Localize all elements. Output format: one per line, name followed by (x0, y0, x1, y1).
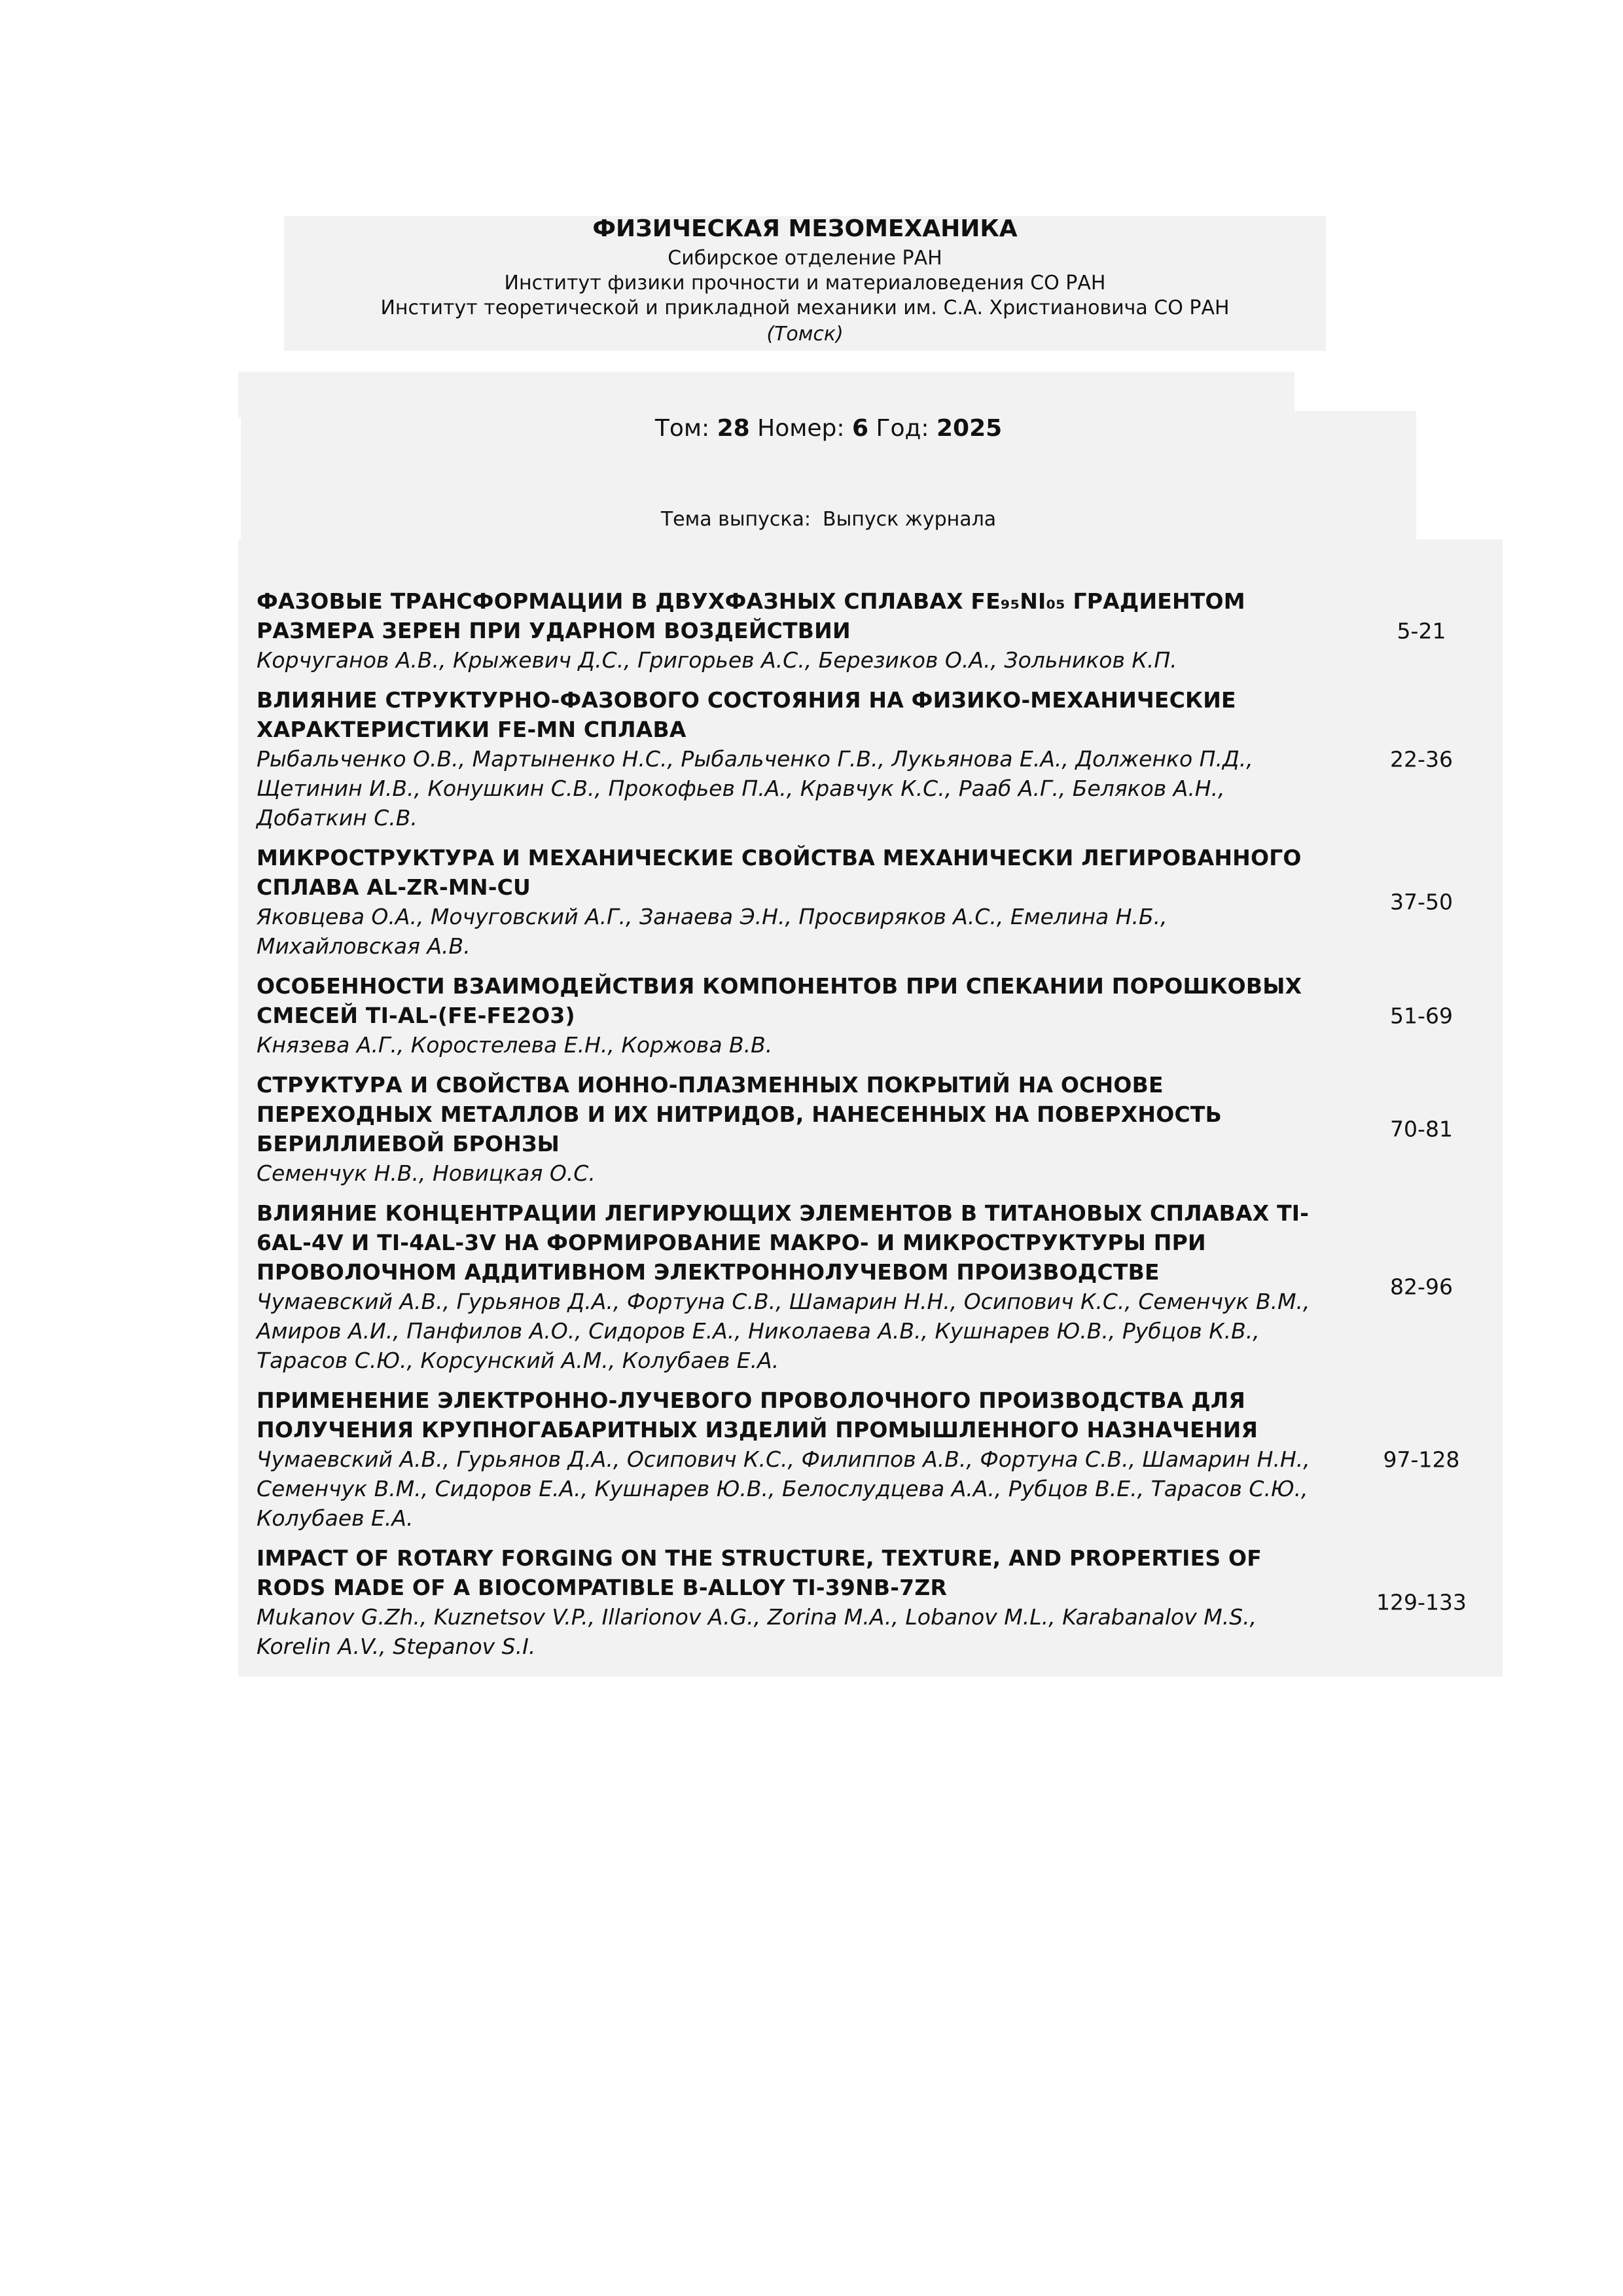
article-title[interactable]: ВЛИЯНИЕ КОНЦЕНТРАЦИИ ЛЕГИРУЮЩИХ ЭЛЕМЕНТОВ В ТИТАНОВЫХ СПЛАВАХ TI-6AL-4V И TI-4AL-3V НА ФОРМИРОВАНИЕ МАКРО- И МИКРОСТРУКТУРЫ ПРИ ПРОВОЛОЧНОМ АДДИТИВНОМ ЭЛЕКТРОННОЛУЧЕВОМ ПРОИЗВОДСТВЕ (257, 1200, 1310, 1285)
number-label: Номер: (757, 415, 845, 442)
theme-label: Тема выпуска: (660, 508, 811, 531)
article-authors: Семенчук Н.В., Новицкая О.С. (257, 1160, 596, 1186)
theme-value: Выпуск журнала (823, 508, 997, 531)
volume-value: 28 (717, 415, 750, 442)
journal-affiliation: Институт физики прочности и материаловедения СО РАН (504, 272, 1106, 295)
issue-info (241, 414, 1416, 444)
article-authors: Яковцева О.А., Мочуговский А.Г., Занаева Э.Н., Просвиряков А.С., Емелина Н.Б., Михайловская А.В. (257, 904, 1168, 959)
article-title[interactable]: СТРУКТУРА И СВОЙСТВА ИОННО-ПЛАЗМЕННЫХ ПОКРЫТИЙ НА ОСНОВЕ ПЕРЕХОДНЫХ МЕТАЛЛОВ И ИХ НИТРИДОВ, НАНЕСЕННЫХ НА ПОВЕРХНОСТЬ БЕРИЛЛИЕВОЙ БРОНЗЫ (257, 1072, 1222, 1157)
article-pages: 70-81 (1390, 1116, 1453, 1142)
article-title[interactable]: МИКРОСТРУКТУРА И МЕХАНИЧЕСКИЕ СВОЙСТВА МЕХАНИЧЕСКИ ЛЕГИРОВАННОГО СПЛАВА AL-ZR-MN-CU (257, 845, 1302, 900)
table-of-contents (257, 586, 1500, 1672)
article-title[interactable]: ФАЗОВЫЕ ТРАНСФОРМАЦИИ В ДВУХФАЗНЫХ СПЛАВАХ FE₉₅NI₀₅ ГРАДИЕНТОМ РАЗМЕРА ЗЕРЕН ПРИ УДАРНОМ ВОЗДЕЙСТВИИ (257, 588, 1245, 643)
year-label: Год: (876, 415, 929, 442)
article-pages: 5-21 (1397, 618, 1446, 643)
article-authors: Чумаевский А.В., Гурьянов Д.А., Фортуна С.В., Шамарин Н.Н., Осипович К.С., Семенчук В.М., Амиров А.И., Панфилов А.О., Сидоров Е.А., Николаева А.В., Кушнарев Ю.В., Рубцов К.В., Тарасов С.Ю., Корсунский А.М., Колубаев Е.А. (257, 1289, 1310, 1373)
article-pages: 97-128 (1383, 1446, 1460, 1472)
volume-label: Том: (654, 415, 710, 442)
year-value: 2025 (936, 415, 1003, 442)
article-authors: Корчуганов А.В., Крыжевич Д.С., Григорьев А.С., Березиков О.А., Зольников К.П. (257, 647, 1177, 673)
article-entry[interactable] (257, 1543, 1500, 1661)
article-pages: 22-36 (1390, 746, 1453, 772)
article-title[interactable]: ОСОБЕННОСТИ ВЗАИМОДЕЙСТВИЯ КОМПОНЕНТОВ ПРИ СПЕКАНИИ ПОРОШКОВЫХ СМЕСЕЙ TI-AL-(FE-FE2O3) (257, 973, 1302, 1028)
article-entry[interactable] (257, 843, 1500, 961)
article-authors: Mukanov G.Zh., Kuznetsov V.P., Illarionov A.G., Zorina M.A., Lobanov M.L., Karabanalov M.S., Korelin A.V., Stepanov S.I. (257, 1604, 1257, 1659)
article-authors: Рыбальченко О.В., Мартыненко Н.С., Рыбальченко Г.В., Лукьянова Е.А., Долженко П.Д., Щетинин И.В., Конушкин С.В., Прокофьев П.А., Кравчук К.С., Рааб А.Г., Беляков А.Н., Добаткин С.В. (257, 746, 1253, 831)
article-entry[interactable] (257, 971, 1500, 1060)
article-pages: 82-96 (1390, 1274, 1453, 1300)
article-pages: 51-69 (1390, 1003, 1453, 1028)
article-title[interactable]: IMPACT OF ROTARY FORGING ON THE STRUCTURE, TEXTURE, AND PROPERTIES OF RODS MADE OF A BIOCOMPATIBLE Β-ALLOY TI-39NB-7ZR (257, 1545, 1262, 1600)
number-value: 6 (852, 415, 869, 442)
issue-theme (241, 507, 1416, 532)
article-entry[interactable] (257, 1198, 1500, 1375)
article-entry[interactable] (257, 1386, 1500, 1533)
article-title[interactable]: ВЛИЯНИЕ СТРУКТУРНО-ФАЗОВОГО СОСТОЯНИЯ НА ФИЗИКО-МЕХАНИЧЕСКИЕ ХАРАКТЕРИСТИКИ FE-MN СПЛАВА (257, 687, 1236, 742)
article-entry[interactable] (257, 685, 1500, 833)
article-entry[interactable] (257, 586, 1500, 675)
article-pages: 129-133 (1376, 1589, 1467, 1615)
article-title[interactable]: ПРИМЕНЕНИЕ ЭЛЕКТРОННО-ЛУЧЕВОГО ПРОВОЛОЧНОГО ПРОИЗВОДСТВА ДЛЯ ПОЛУЧЕНИЯ КРУПНОГАБАРИТНЫХ ИЗДЕЛИЙ ПРОМЫШЛЕННОГО НАЗНАЧЕНИЯ (257, 1388, 1258, 1443)
article-authors: Чумаевский А.В., Гурьянов Д.А., Осипович К.С., Филиппов А.В., Фортуна С.В., Шамарин Н.Н., Семенчук В.М., Сидоров Е.А., Кушнарев Ю.В., Белослудцева А.А., Рубцов В.Е., Тарасов С.Ю., Колубаев Е.А. (257, 1446, 1310, 1531)
journal-affiliation: Институт теоретической и прикладной механики им. С.А. Христиановича СО РАН (380, 296, 1230, 319)
article-pages: 37-50 (1390, 889, 1453, 915)
article-authors: Князева А.Г., Коростелева Е.Н., Коржова В.В. (257, 1032, 773, 1058)
journal-title: ФИЗИЧЕСКАЯ МЕЗОМЕХАНИКА (592, 215, 1018, 242)
article-entry[interactable] (257, 1070, 1500, 1188)
journal-affiliation: Сибирское отделение РАН (668, 247, 942, 270)
journal-city: (Томск) (766, 323, 844, 346)
